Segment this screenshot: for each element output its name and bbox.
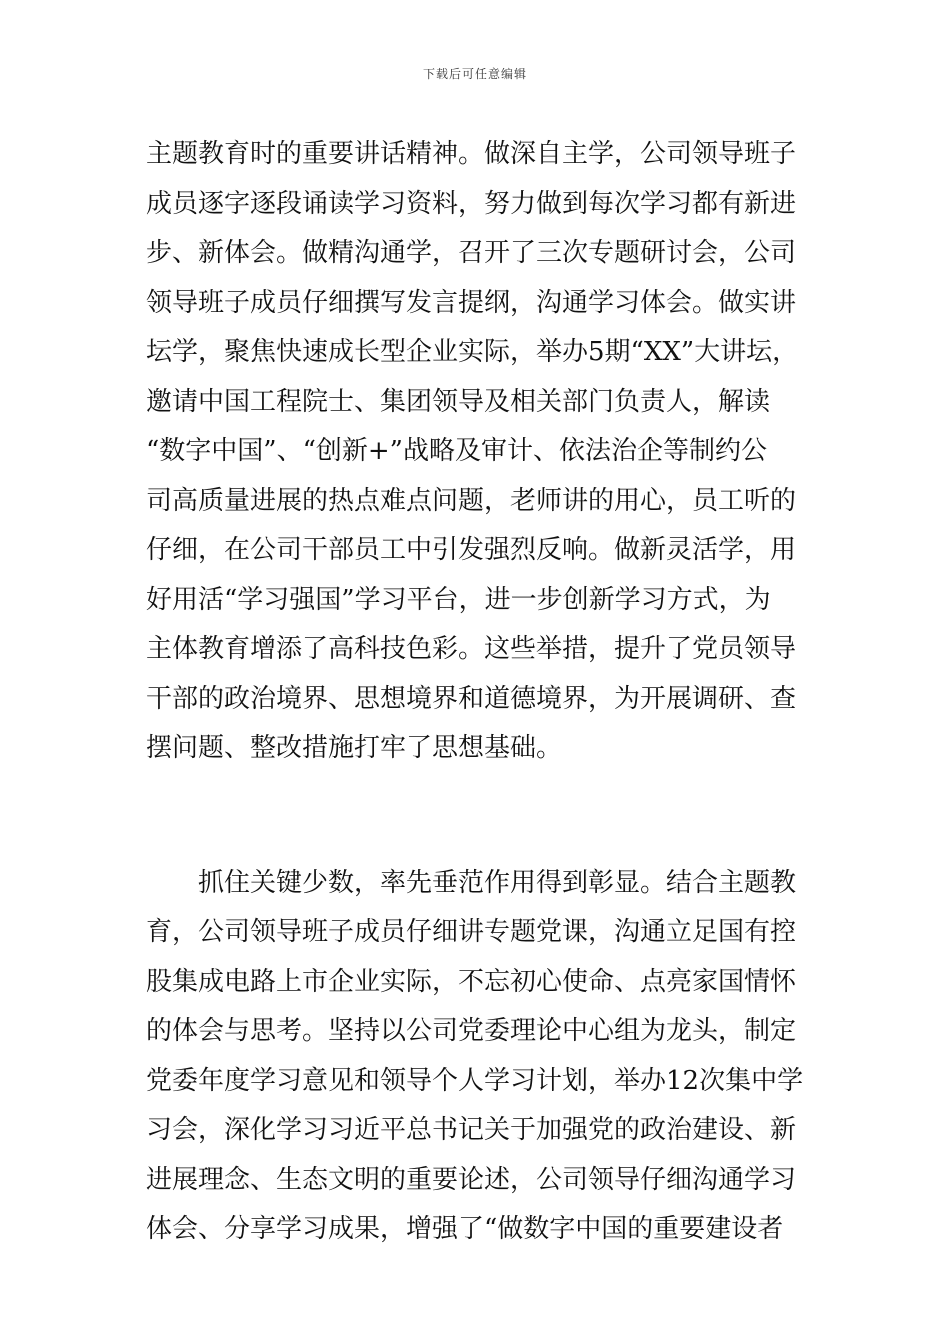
text-line: 抓住关键少数，率先垂范作用得到彰显。结合主题教	[146, 867, 797, 898]
text-line: 邀请中国工程院士、集团领导及相关部门负责人，解读	[146, 386, 771, 417]
text-line: 坛学，聚焦快速成长型企业实际，举办5期“XX”大讲坛，	[146, 337, 799, 367]
page-header: 下载后可任意编辑	[422, 67, 527, 81]
text-line: 步、新体会。做精沟通学，召开了三次专题研讨会，公司	[146, 238, 797, 268]
text-line: 仔细，在公司干部员工中引发强烈反响。做新灵活学，用	[146, 535, 797, 565]
text-line: 干部的政治境界、思想境界和道德境界，为开展调研、查	[146, 683, 797, 714]
document-body	[146, 130, 806, 1255]
text-line: 习会，深化学习习近平总书记关于加强党的政治建设、新	[146, 1115, 797, 1145]
text-line: 好用活“学习强国”学习平台，进一步创新学习方式，为	[146, 584, 771, 615]
text-line: 司高质量进展的热点难点问题，老师讲的用心，员工听的	[146, 485, 797, 516]
text-line: 主体教育增添了高科技色彩。这些举措，提升了党员领导	[146, 634, 797, 664]
text-line: 育，公司领导班子成员仔细讲专题党课，沟通立足国有控	[146, 917, 797, 947]
text-line: 的体会与思考。坚持以公司党委理论中心组为龙头，制定	[146, 1016, 797, 1046]
text-line: 体会、分享学习成果，增强了“做数字中国的重要建设者	[146, 1214, 784, 1244]
text-line: 主题教育时的重要讲话精神。做深自主学，公司领导班子	[146, 139, 797, 169]
text-line: 领导班子成员仔细撰写发言提纲，沟通学习体会。做实讲	[146, 287, 797, 318]
text-line: 成员逐字逐段诵读学习资料，努力做到每次学习都有新进	[146, 188, 797, 219]
text-line: 党委年度学习意见和领导个人学习计划，举办12次集中学	[146, 1065, 804, 1096]
text-line: 摆问题、整改措施打牢了思想基础。	[146, 733, 563, 763]
paragraph-spacer	[146, 774, 806, 859]
text-line: 股集成电路上市企业实际，不忘初心使命、点亮家国情怀	[146, 966, 797, 997]
paragraph-2	[146, 859, 806, 1255]
text-line: “数字中国”、“创新+”战略及审计、依法治企等制约公	[146, 436, 767, 466]
text-line: 进展理念、生态文明的重要论述，公司领导仔细沟通学习	[146, 1164, 797, 1195]
paragraph-1	[146, 130, 806, 774]
